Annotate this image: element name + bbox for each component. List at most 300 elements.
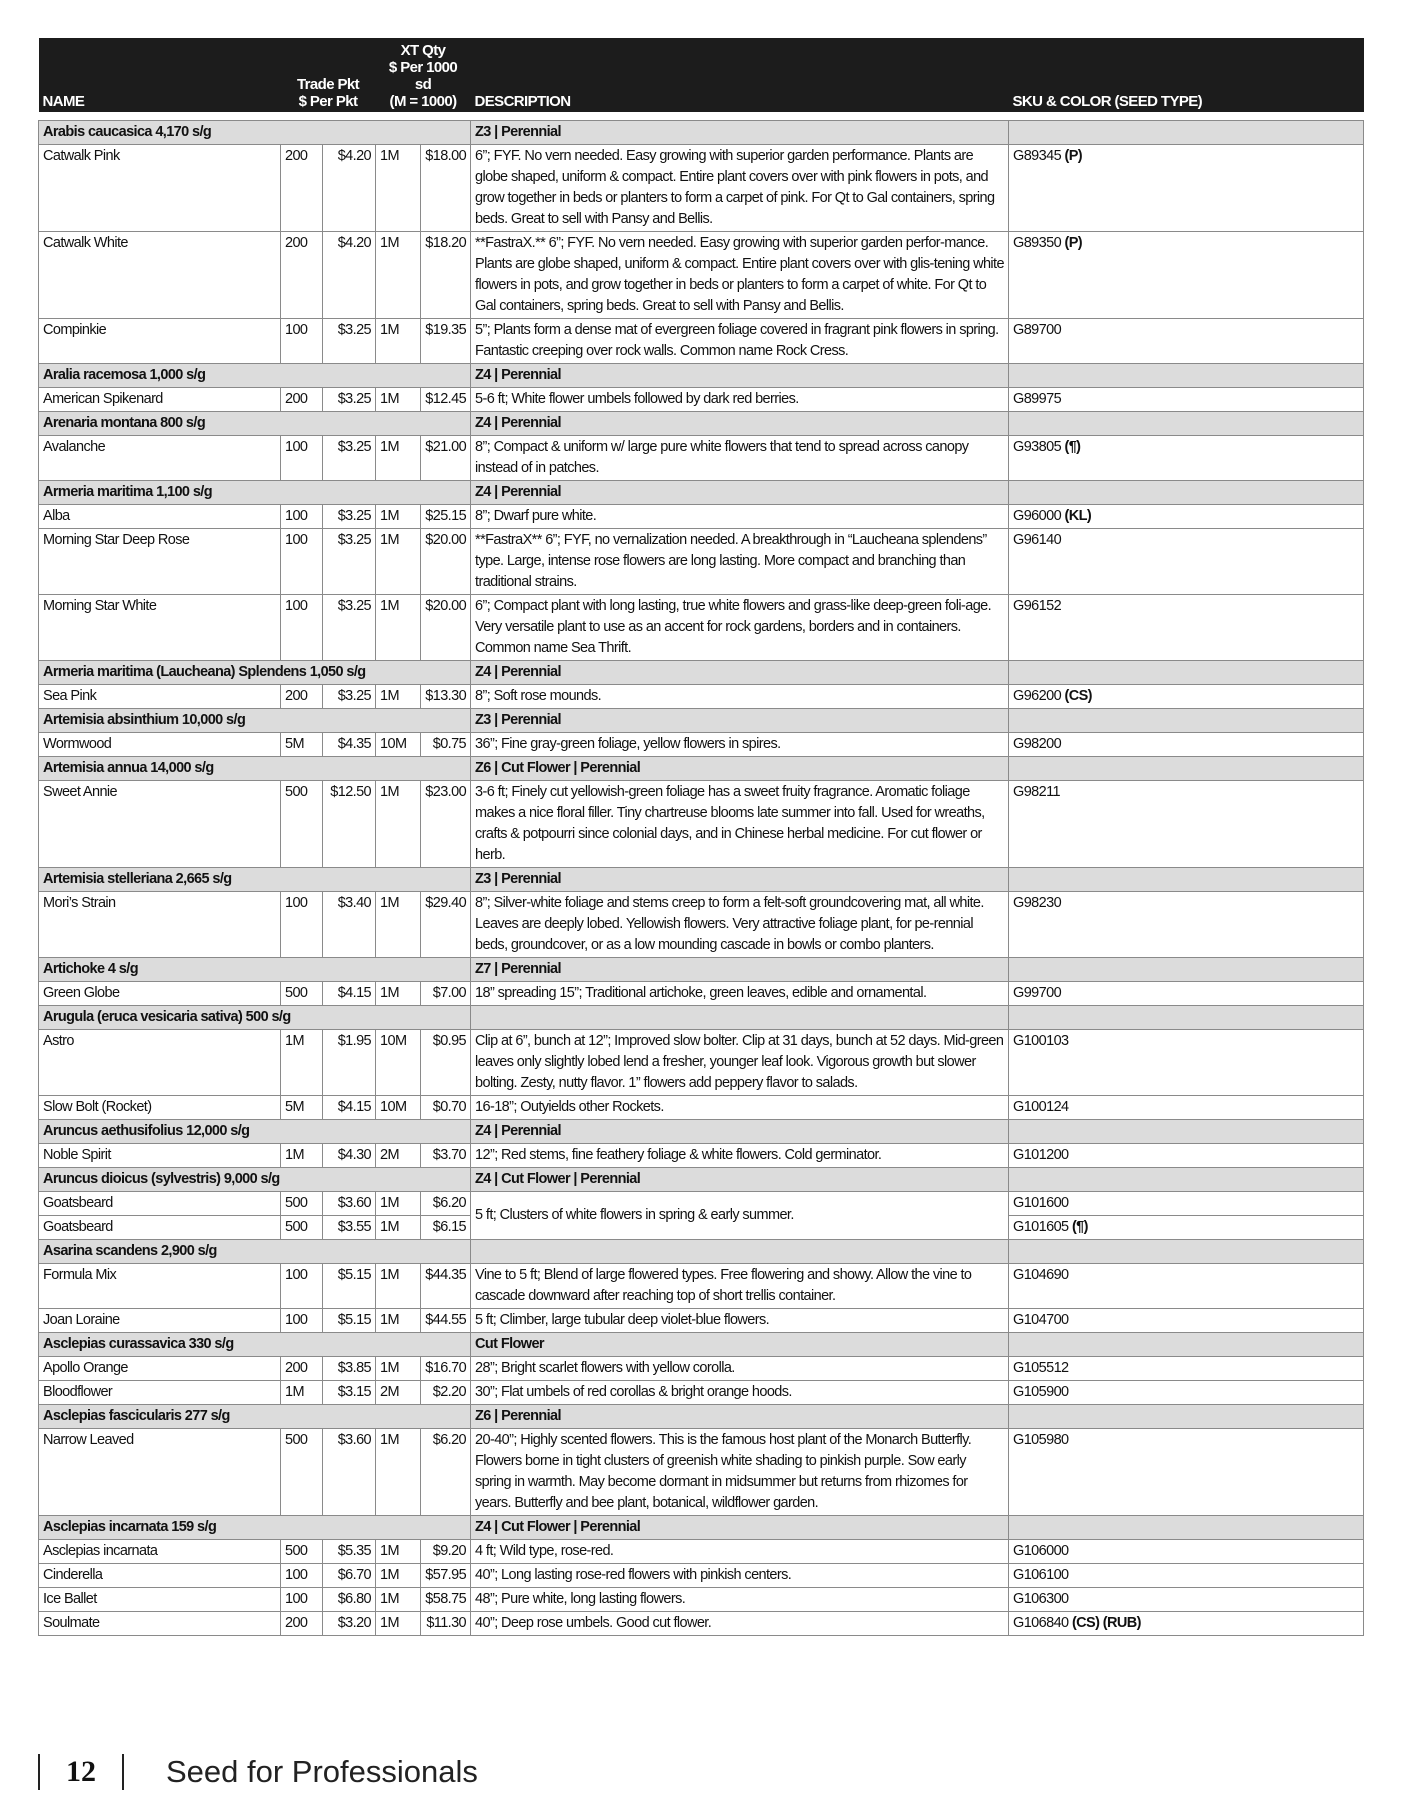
xt-qty: 1M: [376, 1429, 421, 1516]
group-row: [39, 757, 1364, 781]
table-row: [39, 505, 1364, 529]
description: 6”; FYF. No vern needed. Easy growing with superior garden performance. Plants are globe shaped, uniform & compact. Entire plant covers over with pink flowers in pots, and grow together in beds or planters to form a carpet of pink. For Qt to Gal containers, spring beds. Great to sell with Pansy and Bellis.: [471, 145, 1009, 232]
trade-pkt-size: 100: [281, 505, 323, 529]
trade-pkt-price: $6.80: [323, 1588, 376, 1612]
trade-pkt-size: 500: [281, 1216, 323, 1240]
price-per-1000: $12.45: [421, 388, 471, 412]
price-per-1000: $58.75: [421, 1588, 471, 1612]
trade-pkt-size: 500: [281, 1540, 323, 1564]
description: 28”; Bright scarlet flowers with yellow corolla.: [471, 1357, 1009, 1381]
sku-code: G89975: [1013, 391, 1062, 407]
trade-pkt-size: 200: [281, 1612, 323, 1636]
sku-code: G89350: [1013, 235, 1062, 251]
variety-name: Joan Loraine: [39, 1309, 281, 1333]
sku-cell: [1009, 1096, 1364, 1120]
price-per-1000: $21.00: [421, 436, 471, 481]
description: 8”; Compact & uniform w/ large pure white flowers that tend to spread across canopy instead of in patches.: [471, 436, 1009, 481]
group-info: Z6 | Cut Flower | Perennial: [471, 757, 1009, 781]
trade-pkt-price: $3.85: [323, 1357, 376, 1381]
page-footer: [38, 1752, 478, 1792]
price-per-1000: $20.00: [421, 595, 471, 661]
group-name: Artichoke 4 s/g: [39, 958, 471, 982]
group-name: Asclepias incarnata 159 s/g: [39, 1516, 471, 1540]
variety-name: Apollo Orange: [39, 1357, 281, 1381]
trade-pkt-size: 200: [281, 232, 323, 319]
trade-pkt-price: $3.25: [323, 685, 376, 709]
xt-qty: 1M: [376, 595, 421, 661]
description: 36”; Fine gray-green foliage, yellow flowers in spires.: [471, 733, 1009, 757]
variety-name: Catwalk White: [39, 232, 281, 319]
variety-name: Compinkie: [39, 319, 281, 364]
variety-name: Alba: [39, 505, 281, 529]
sku-cell: [1009, 685, 1364, 709]
sku-code: G100103: [1013, 1033, 1069, 1049]
sku-cell: [1009, 1216, 1364, 1240]
group-row: [39, 661, 1364, 685]
variety-name: American Spikenard: [39, 388, 281, 412]
description: 12”; Red stems, fine feathery foliage & white flowers. Cold germinator.: [471, 1144, 1009, 1168]
sku-cell: [1009, 733, 1364, 757]
trade-pkt-size: 500: [281, 1192, 323, 1216]
xt-qty: 10M: [376, 1030, 421, 1096]
group-name: Artemisia absinthium 10,000 s/g: [39, 709, 471, 733]
sku-code: G96000: [1013, 508, 1062, 524]
description: 48”; Pure white, long lasting flowers.: [471, 1588, 1009, 1612]
group-row: [39, 121, 1364, 145]
sku-code: G105900: [1013, 1384, 1069, 1400]
header-per-pkt-label: $ Per Pkt: [298, 93, 358, 110]
trade-pkt-size: 100: [281, 319, 323, 364]
trade-pkt-price: $5.15: [323, 1264, 376, 1309]
table-row: [39, 1540, 1364, 1564]
xt-qty: 1M: [376, 1612, 421, 1636]
group-row: [39, 1405, 1364, 1429]
group-name: Arugula (eruca vesicaria sativa) 500 s/g: [39, 1006, 471, 1030]
variety-name: Ice Ballet: [39, 1588, 281, 1612]
price-per-1000: $29.40: [421, 892, 471, 958]
group-name: Asclepias fascicularis 277 s/g: [39, 1405, 471, 1429]
table-row: [39, 685, 1364, 709]
trade-pkt-price: $4.15: [323, 1096, 376, 1120]
xt-qty: 2M: [376, 1144, 421, 1168]
sku-cell: [1009, 319, 1364, 364]
trade-pkt-size: 100: [281, 1564, 323, 1588]
trade-pkt-price: $3.20: [323, 1612, 376, 1636]
variety-name: Bloodflower: [39, 1381, 281, 1405]
trade-pkt-size: 200: [281, 1357, 323, 1381]
table-row: [39, 595, 1364, 661]
trade-pkt-size: 100: [281, 529, 323, 595]
sku-cell: [1009, 1264, 1364, 1309]
variety-name: Mori’s Strain: [39, 892, 281, 958]
group-info: Z3 | Perennial: [471, 709, 1009, 733]
variety-name: Soulmate: [39, 1612, 281, 1636]
price-per-1000: $0.70: [421, 1096, 471, 1120]
description: 5”; Plants form a dense mat of evergreen foliage covered in fragrant pink flowers in spring. Fantastic creeping over rock walls. Common name Rock Cress.: [471, 319, 1009, 364]
sku-code: G96152: [1013, 598, 1062, 614]
description: 5-6 ft; White flower umbels followed by dark red berries.: [471, 388, 1009, 412]
trade-pkt-size: 100: [281, 1588, 323, 1612]
sku-cell: [1009, 982, 1364, 1006]
trade-pkt-size: 100: [281, 1309, 323, 1333]
seed-type-tag: (¶): [1071, 1219, 1088, 1235]
footer-title: Seed for Professionals: [166, 1754, 478, 1789]
xt-qty: 1M: [376, 892, 421, 958]
header-trade-pkt-label: Trade Pkt: [296, 76, 360, 93]
group-name: Asarina scandens 2,900 s/g: [39, 1240, 471, 1264]
variety-name: Formula Mix: [39, 1264, 281, 1309]
group-info: Z7 | Perennial: [471, 958, 1009, 982]
sku-code: G101200: [1013, 1147, 1069, 1163]
trade-pkt-price: $5.35: [323, 1540, 376, 1564]
price-per-1000: $57.95: [421, 1564, 471, 1588]
trade-pkt-size: 500: [281, 781, 323, 868]
variety-name: Catwalk Pink: [39, 145, 281, 232]
trade-pkt-size: 200: [281, 685, 323, 709]
trade-pkt-size: 1M: [281, 1381, 323, 1405]
sku-cell: [1009, 529, 1364, 595]
sku-code: G106100: [1013, 1567, 1069, 1583]
table-row: [39, 1144, 1364, 1168]
description: **FastraX.** 6”; FYF. No vern needed. Easy growing with superior garden perfor-mance. Plants are globe shaped, uniform & compact. Entire plant covers over with glis-tening white flowers in pots, and grow together in beds or planters to form a carpet of white. For Qt to Gal containers, spring beds. Great to sell with Pansy and Bellis.: [471, 232, 1009, 319]
group-sku-blank: [1009, 868, 1364, 892]
trade-pkt-price: $4.35: [323, 733, 376, 757]
group-sku-blank: [1009, 661, 1364, 685]
sku-code: G106000: [1013, 1543, 1069, 1559]
trade-pkt-size: 200: [281, 145, 323, 232]
header-per-1000-label: $ Per 1000 sd: [388, 59, 458, 93]
sku-code: G96140: [1013, 532, 1062, 548]
group-name: Armeria maritima 1,100 s/g: [39, 481, 471, 505]
description: 6”; Compact plant with long lasting, true white flowers and grass-like deep-green foli-age. Very versatile plant to use as an accent for rock gardens, borders and in containers. Common name Sea Thrift.: [471, 595, 1009, 661]
group-row: [39, 1006, 1364, 1030]
group-row: [39, 1333, 1364, 1357]
trade-pkt-size: 1M: [281, 1030, 323, 1096]
variety-name: Wormwood: [39, 733, 281, 757]
group-info: Z4 | Perennial: [471, 481, 1009, 505]
trade-pkt-size: 200: [281, 388, 323, 412]
xt-qty: 1M: [376, 1216, 421, 1240]
trade-pkt-price: $3.25: [323, 388, 376, 412]
xt-qty: 1M: [376, 1309, 421, 1333]
sku-code: G96200: [1013, 688, 1062, 704]
variety-name: Sweet Annie: [39, 781, 281, 868]
sku-code: G93805: [1013, 439, 1062, 455]
trade-pkt-price: $3.60: [323, 1192, 376, 1216]
footer-divider-right: [122, 1754, 124, 1790]
trade-pkt-price: $3.25: [323, 319, 376, 364]
trade-pkt-size: 5M: [281, 733, 323, 757]
price-per-1000: $23.00: [421, 781, 471, 868]
price-per-1000: $2.20: [421, 1381, 471, 1405]
sku-cell: [1009, 1564, 1364, 1588]
group-sku-blank: [1009, 1120, 1364, 1144]
group-name: Aruncus dioicus (sylvestris) 9,000 s/g: [39, 1168, 471, 1192]
group-sku-blank: [1009, 412, 1364, 436]
table-row: [39, 1030, 1364, 1096]
group-row: [39, 1168, 1364, 1192]
header-xt-qty-label: XT Qty: [400, 42, 446, 59]
variety-name: Goatsbeard: [39, 1192, 281, 1216]
group-info: [471, 1006, 1009, 1030]
trade-pkt-price: $3.15: [323, 1381, 376, 1405]
sku-code: G104690: [1013, 1267, 1069, 1283]
variety-name: Slow Bolt (Rocket): [39, 1096, 281, 1120]
trade-pkt-price: $3.25: [323, 529, 376, 595]
group-sku-blank: [1009, 1516, 1364, 1540]
group-name: Arabis caucasica 4,170 s/g: [39, 121, 471, 145]
sku-cell: [1009, 1612, 1364, 1636]
table-row: [39, 1192, 1364, 1216]
trade-pkt-price: $3.55: [323, 1216, 376, 1240]
xt-qty: 1M: [376, 1264, 421, 1309]
group-row: [39, 1516, 1364, 1540]
trade-pkt-price: $5.15: [323, 1309, 376, 1333]
trade-pkt-price: $3.25: [323, 595, 376, 661]
header-sku: SKU & COLOR (SEED TYPE): [1009, 38, 1364, 112]
group-row: [39, 1240, 1364, 1264]
header-m-eq-label: (M = 1000): [389, 93, 457, 110]
price-per-1000: $7.00: [421, 982, 471, 1006]
description: 8”; Silver-white foliage and stems creep to form a felt-soft groundcovering mat, all white. Leaves are deeply lobed. Yellowish flowers. Very attractive foliage plant, for pe-rennial beds, groundcover, or as a low mounding cascade in bowls or combo planters.: [471, 892, 1009, 958]
sku-code: G100124: [1013, 1099, 1069, 1115]
sku-cell: [1009, 505, 1364, 529]
group-row: [39, 481, 1364, 505]
sku-code: G98211: [1013, 784, 1060, 800]
sku-cell: [1009, 1381, 1364, 1405]
group-sku-blank: [1009, 364, 1364, 388]
group-name: Arenaria montana 800 s/g: [39, 412, 471, 436]
trade-pkt-price: $4.15: [323, 982, 376, 1006]
price-per-1000: $11.30: [421, 1612, 471, 1636]
xt-qty: 10M: [376, 1096, 421, 1120]
seed-type-tag: (KL): [1064, 508, 1092, 524]
sku-code: G101600: [1013, 1195, 1069, 1211]
group-row: [39, 709, 1364, 733]
table-row: [39, 1612, 1364, 1636]
price-per-1000: $18.20: [421, 232, 471, 319]
description: 20-40”; Highly scented flowers. This is the famous host plant of the Monarch Butterfly. Flowers borne in tight clusters of greenish white shading to pinkish purple. Sow early spring in warmth. May become dormant in midsummer but returns from rhizomes for years. Butterfly and bee plant, botanical, wildflower garden.: [471, 1429, 1009, 1516]
seed-type-tag: (CS): [1064, 688, 1092, 704]
trade-pkt-size: 1M: [281, 1144, 323, 1168]
group-info: Z4 | Perennial: [471, 412, 1009, 436]
header-description: DESCRIPTION: [471, 38, 1009, 112]
price-per-1000: $16.70: [421, 1357, 471, 1381]
trade-pkt-price: $1.95: [323, 1030, 376, 1096]
xt-qty: 1M: [376, 145, 421, 232]
footer-divider-left: [38, 1754, 40, 1790]
group-sku-blank: [1009, 1240, 1364, 1264]
table-header-row: [39, 38, 1364, 112]
sku-cell: [1009, 1540, 1364, 1564]
sku-cell: [1009, 1192, 1364, 1216]
xt-qty: 1M: [376, 1192, 421, 1216]
sku-cell: [1009, 1357, 1364, 1381]
group-row: [39, 412, 1364, 436]
xt-qty: 1M: [376, 685, 421, 709]
table-row: [39, 529, 1364, 595]
trade-pkt-size: 100: [281, 1264, 323, 1309]
trade-pkt-price: $3.25: [323, 505, 376, 529]
trade-pkt-price: $3.40: [323, 892, 376, 958]
variety-name: Green Globe: [39, 982, 281, 1006]
xt-qty: 1M: [376, 505, 421, 529]
price-per-1000: $20.00: [421, 529, 471, 595]
price-per-1000: $6.20: [421, 1192, 471, 1216]
group-info: Z4 | Cut Flower | Perennial: [471, 1168, 1009, 1192]
group-sku-blank: [1009, 1333, 1364, 1357]
trade-pkt-price: $12.50: [323, 781, 376, 868]
table-row: [39, 982, 1364, 1006]
seed-price-table: [38, 38, 1364, 1636]
group-sku-blank: [1009, 958, 1364, 982]
group-info: Cut Flower: [471, 1333, 1009, 1357]
xt-qty: 1M: [376, 1588, 421, 1612]
price-per-1000: $44.55: [421, 1309, 471, 1333]
xt-qty: 1M: [376, 319, 421, 364]
price-per-1000: $18.00: [421, 145, 471, 232]
xt-qty: 1M: [376, 1540, 421, 1564]
description: 30”; Flat umbels of red corollas & bright orange hoods.: [471, 1381, 1009, 1405]
group-info: Z4 | Perennial: [471, 1120, 1009, 1144]
sku-cell: [1009, 1144, 1364, 1168]
table-row: [39, 1588, 1364, 1612]
description: 4 ft; Wild type, rose-red.: [471, 1540, 1009, 1564]
table-row: [39, 145, 1364, 232]
table-row: [39, 892, 1364, 958]
variety-name: Narrow Leaved: [39, 1429, 281, 1516]
sku-cell: [1009, 388, 1364, 412]
header-name: NAME: [39, 38, 281, 112]
trade-pkt-price: $3.60: [323, 1429, 376, 1516]
xt-qty: 1M: [376, 388, 421, 412]
table-row: [39, 1564, 1364, 1588]
xt-qty: 2M: [376, 1381, 421, 1405]
description: 16-18”; Outyields other Rockets.: [471, 1096, 1009, 1120]
group-row: [39, 958, 1364, 982]
trade-pkt-price: $6.70: [323, 1564, 376, 1588]
price-per-1000: $6.20: [421, 1429, 471, 1516]
seed-type-tag: (P): [1064, 235, 1082, 251]
price-per-1000: $9.20: [421, 1540, 471, 1564]
group-sku-blank: [1009, 1006, 1364, 1030]
group-info: [471, 1240, 1009, 1264]
table-row: [39, 1264, 1364, 1309]
trade-pkt-size: 500: [281, 1429, 323, 1516]
seed-type-tag: (¶): [1064, 439, 1081, 455]
price-per-1000: $25.15: [421, 505, 471, 529]
variety-name: Avalanche: [39, 436, 281, 481]
group-info: Z4 | Perennial: [471, 661, 1009, 685]
trade-pkt-size: 5M: [281, 1096, 323, 1120]
description: 18” spreading 15”; Traditional artichoke, green leaves, edible and ornamental.: [471, 982, 1009, 1006]
sku-code: G99700: [1013, 985, 1062, 1001]
group-name: Aruncus aethusifolius 12,000 s/g: [39, 1120, 471, 1144]
variety-name: Astro: [39, 1030, 281, 1096]
seed-type-tag: (CS) (RUB): [1071, 1615, 1141, 1631]
trade-pkt-size: 100: [281, 436, 323, 481]
price-per-1000: $0.95: [421, 1030, 471, 1096]
table-row: [39, 1309, 1364, 1333]
table-row: [39, 232, 1364, 319]
group-name: Aralia racemosa 1,000 s/g: [39, 364, 471, 388]
description: 5 ft; Climber, large tubular deep violet-blue flowers.: [471, 1309, 1009, 1333]
xt-qty: 1M: [376, 982, 421, 1006]
group-info: Z4 | Cut Flower | Perennial: [471, 1516, 1009, 1540]
price-per-1000: $44.35: [421, 1264, 471, 1309]
variety-name: Morning Star Deep Rose: [39, 529, 281, 595]
xt-qty: 1M: [376, 1564, 421, 1588]
table-row: [39, 1357, 1364, 1381]
table-row: [39, 781, 1364, 868]
group-info: Z3 | Perennial: [471, 121, 1009, 145]
table-row: [39, 436, 1364, 481]
header-trade-pkt: [281, 38, 376, 112]
price-per-1000: $6.15: [421, 1216, 471, 1240]
xt-qty: 1M: [376, 781, 421, 868]
sku-cell: [1009, 595, 1364, 661]
group-name: Armeria maritima (Laucheana) Splendens 1,050 s/g: [39, 661, 471, 685]
description: 8”; Soft rose mounds.: [471, 685, 1009, 709]
sku-code: G101605: [1013, 1219, 1069, 1235]
sku-code: G89700: [1013, 322, 1062, 338]
trade-pkt-size: 100: [281, 595, 323, 661]
group-sku-blank: [1009, 121, 1364, 145]
description: 40”; Long lasting rose-red flowers with pinkish centers.: [471, 1564, 1009, 1588]
description: 40”; Deep rose umbels. Good cut flower.: [471, 1612, 1009, 1636]
sku-cell: [1009, 1429, 1364, 1516]
sku-code: G98200: [1013, 736, 1062, 752]
variety-name: Morning Star White: [39, 595, 281, 661]
price-per-1000: $13.30: [421, 685, 471, 709]
xt-qty: 1M: [376, 232, 421, 319]
price-list-sheet: [38, 38, 1363, 1636]
table-body: [39, 112, 1364, 1636]
xt-qty: 1M: [376, 1357, 421, 1381]
sku-cell: [1009, 145, 1364, 232]
price-per-1000: $19.35: [421, 319, 471, 364]
sku-cell: [1009, 1030, 1364, 1096]
table-row: [39, 1429, 1364, 1516]
group-row: [39, 1120, 1364, 1144]
sku-code: G106840: [1013, 1615, 1069, 1631]
description: **FastraX** 6”; FYF, no vernalization needed. A breakthrough in “Laucheana splendens” type. Large, intense rose flowers are long lasting. More compact and branching than traditional strains.: [471, 529, 1009, 595]
sku-cell: [1009, 436, 1364, 481]
table-row: [39, 1381, 1364, 1405]
variety-name: Asclepias incarnata: [39, 1540, 281, 1564]
group-name: Artemisia annua 14,000 s/g: [39, 757, 471, 781]
trade-pkt-price: $4.30: [323, 1144, 376, 1168]
sku-cell: [1009, 232, 1364, 319]
group-row: [39, 868, 1364, 892]
sku-code: G104700: [1013, 1312, 1069, 1328]
table-row: [39, 319, 1364, 364]
xt-qty: 1M: [376, 529, 421, 595]
price-per-1000: $0.75: [421, 733, 471, 757]
header-xt-qty: [376, 38, 471, 112]
description: Vine to 5 ft; Blend of large flowered types. Free flowering and showy. Allow the vine to cascade downward after reaching top of short trellis container.: [471, 1264, 1009, 1309]
sku-code: G106300: [1013, 1591, 1069, 1607]
trade-pkt-size: 500: [281, 982, 323, 1006]
group-sku-blank: [1009, 709, 1364, 733]
table-row: [39, 388, 1364, 412]
variety-name: Sea Pink: [39, 685, 281, 709]
group-name: Artemisia stelleriana 2,665 s/g: [39, 868, 471, 892]
sku-cell: [1009, 781, 1364, 868]
trade-pkt-price: $4.20: [323, 145, 376, 232]
trade-pkt-size: 100: [281, 892, 323, 958]
description: 5 ft; Clusters of white flowers in spring & early summer.: [471, 1192, 1009, 1240]
